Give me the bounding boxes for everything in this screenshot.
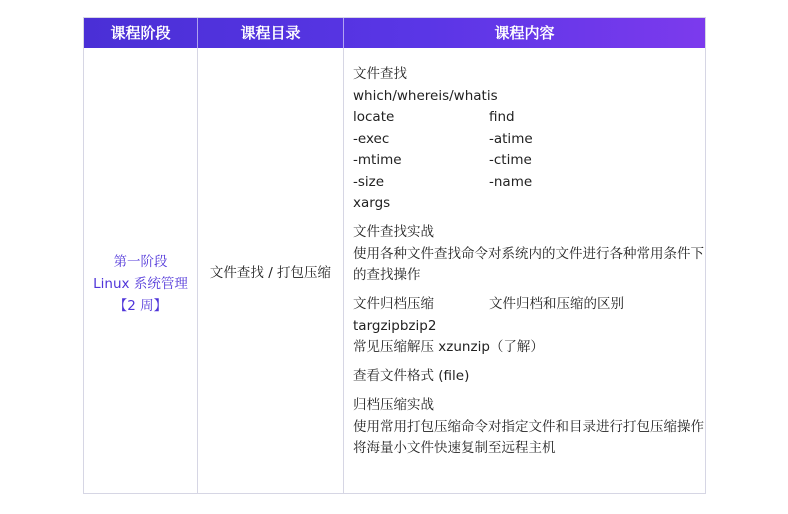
stage-duration: 【2 周】 xyxy=(113,298,168,314)
section-note: 文件归档和压缩的区别 xyxy=(489,296,624,312)
command-item: -mtime xyxy=(353,152,402,168)
command-item: find xyxy=(489,109,515,125)
command-item: xargs xyxy=(353,195,391,211)
stage-cell xyxy=(84,251,197,317)
content-cell xyxy=(353,64,705,460)
command-item: -ctime xyxy=(489,152,532,168)
section-description: 将海量小文件快速复制至远程主机 xyxy=(353,440,556,456)
section-title-row xyxy=(353,294,705,316)
column-divider xyxy=(343,48,344,493)
command-row xyxy=(353,129,705,151)
stage-name: 第一阶段 xyxy=(113,254,168,270)
command-item: -exec xyxy=(353,130,390,147)
command-row xyxy=(353,107,705,129)
tool-list: targzipbzip2 xyxy=(353,317,437,334)
command-item: locate xyxy=(353,109,395,125)
course-table xyxy=(83,17,706,494)
command-item: -name xyxy=(489,173,533,190)
command-row xyxy=(353,150,705,172)
table-header xyxy=(84,18,705,48)
section-title: 文件查找实战 xyxy=(353,224,434,240)
command-item: -size xyxy=(353,173,385,190)
section-title: 文件归档压缩 xyxy=(353,296,434,312)
section-description: 使用常用打包压缩命令对指定文件和目录进行打包压缩操作 xyxy=(353,418,704,435)
header-stage: 课程阶段 xyxy=(110,24,171,42)
section-description: 使用各种文件查找命令对系统内的文件进行各种常用条件下的查找操作 xyxy=(353,245,704,283)
header-content: 课程内容 xyxy=(494,24,555,42)
section-title: 文件查找 xyxy=(353,66,407,82)
command-row xyxy=(353,172,705,194)
command-item: -atime xyxy=(489,130,533,147)
catalog-cell: 文件查找 / 打包压缩 xyxy=(209,265,332,281)
section-title: 归档压缩实战 xyxy=(353,397,434,413)
stage-topic: Linux 系统管理 xyxy=(93,276,188,292)
tool-list: 常见压缩解压 xzunzip（了解） xyxy=(353,339,544,355)
section-title: 查看文件格式 (file) xyxy=(353,368,470,384)
header-catalog: 课程目录 xyxy=(240,24,301,42)
command-list: which/whereis/whatis xyxy=(353,87,498,104)
